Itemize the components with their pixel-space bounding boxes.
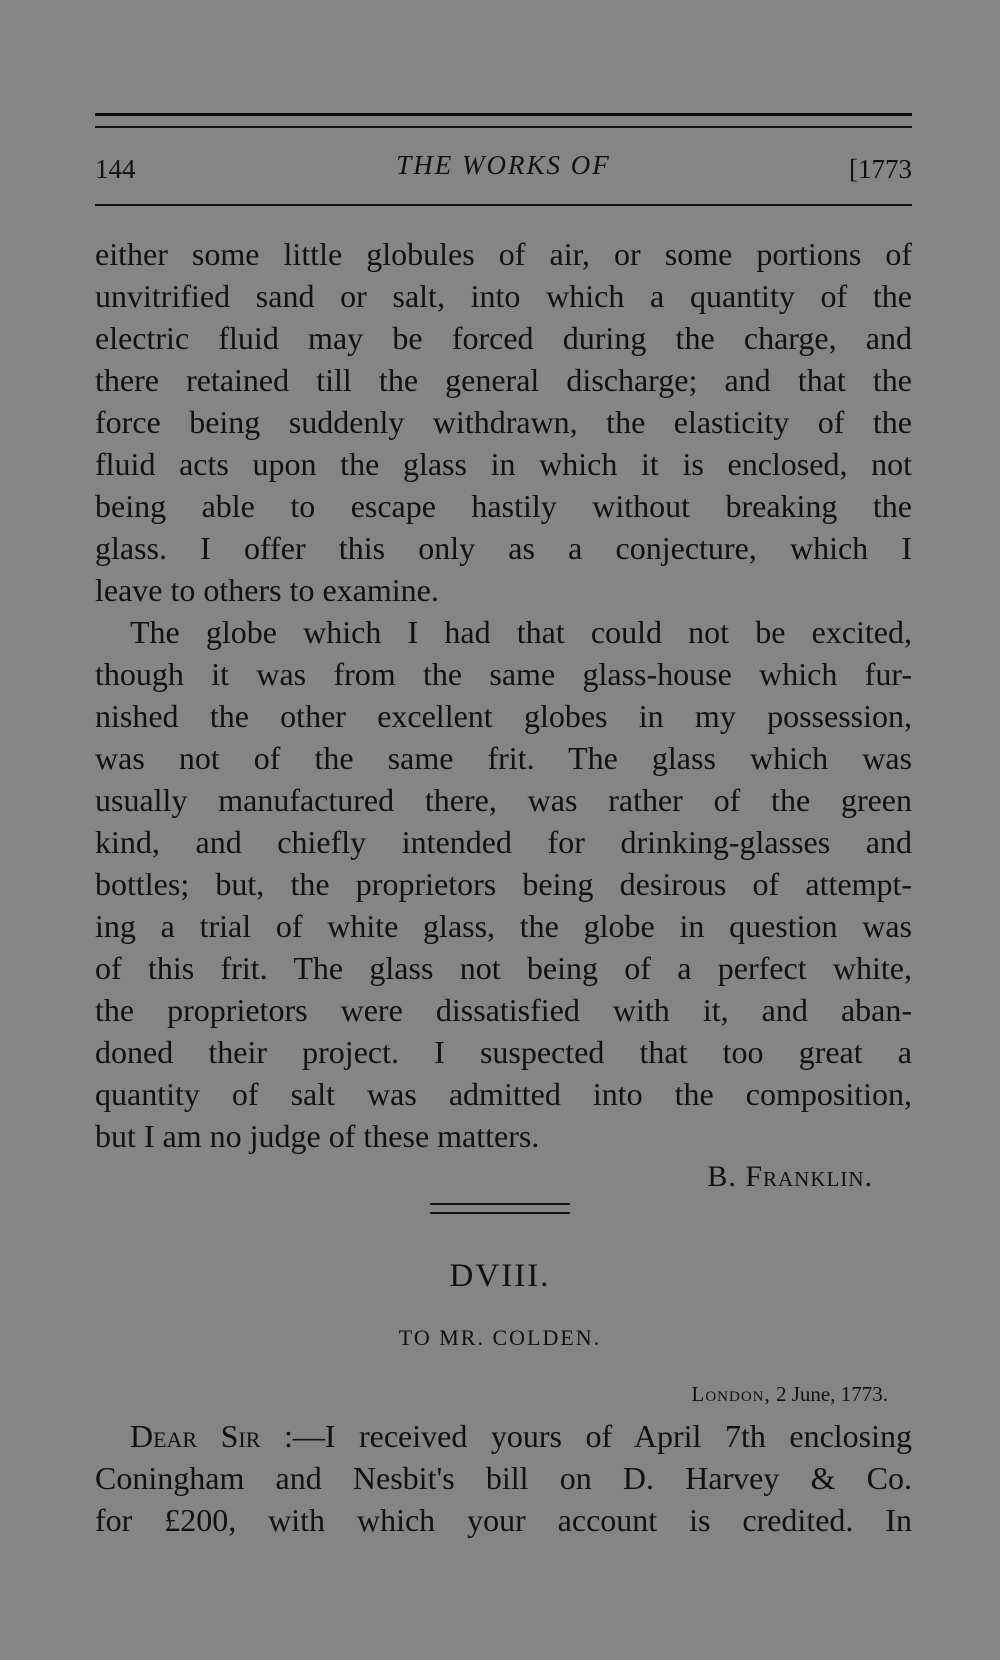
text-line xyxy=(95,1415,912,1457)
letter-body xyxy=(95,1415,912,1541)
salutation: Dear Sir xyxy=(130,1418,261,1454)
header-rule xyxy=(95,204,912,206)
text-line: Coningham and Nesbit's bill on D. Harvey & Co. xyxy=(95,1460,912,1496)
header-year: [1773 xyxy=(849,154,912,184)
text-line: glass. I offer this only as a conjecture, which I xyxy=(95,530,912,566)
text-line: for £200, with which your account is credited. In xyxy=(95,1502,912,1538)
page-number: 144 xyxy=(95,154,136,184)
text-line: of this frit. The glass not being of a perfect white, xyxy=(95,950,912,986)
text-line: but I am no judge of these matters. xyxy=(95,1118,540,1154)
top-rule xyxy=(95,113,912,116)
text-line: ing a trial of white glass, the globe in question was xyxy=(95,908,912,944)
running-title: THE WORKS OF xyxy=(396,150,611,180)
text-line: usually manufactured there, was rather of the green xyxy=(95,782,912,818)
paragraph-2 xyxy=(95,611,912,1157)
letter-number: DVIII. xyxy=(449,1258,551,1294)
text-line: The globe which I had that could not be excited, xyxy=(130,614,912,650)
text-line: quantity of salt was admitted into the composition, xyxy=(95,1076,912,1112)
text-line: there retained till the general discharge; and that the xyxy=(95,362,912,398)
text-line: bottles; but, the proprietors being desirous of attempt- xyxy=(95,866,912,902)
dateline xyxy=(692,1382,889,1407)
body-text xyxy=(95,233,912,1157)
paragraph-1 xyxy=(95,233,912,611)
text-line: being able to escape hastily without breaking the xyxy=(95,488,912,524)
dateline-date: 2 June, 1773. xyxy=(776,1382,888,1406)
text-line: was not of the same frit. The glass which was xyxy=(95,740,912,776)
text-line: either some little globules of air, or some portions of xyxy=(95,236,912,272)
text-line: kind, and chiefly intended for drinking-glasses and xyxy=(95,824,912,860)
salutation-continuation: :—I received yours of April 7th enclosing xyxy=(283,1418,913,1454)
top-rule-thin xyxy=(95,126,912,128)
letter-recipient: TO MR. COLDEN. xyxy=(398,1325,602,1350)
text-line: fluid acts upon the glass in which it is enclosed, not xyxy=(95,446,912,482)
text-line: nished the other excellent globes in my possession, xyxy=(95,698,912,734)
section-divider xyxy=(430,1203,570,1205)
text-line: electric fluid may be forced during the charge, and xyxy=(95,320,912,356)
text-line: doned their project. I suspected that too great a xyxy=(95,1034,912,1070)
text-line: though it was from the same glass-house which fur- xyxy=(95,656,912,692)
dateline-place: London, xyxy=(691,1382,771,1406)
text-line: force being suddenly withdrawn, the elasticity of the xyxy=(95,404,912,440)
running-header xyxy=(95,150,912,190)
text-line: unvitrified sand or salt, into which a quantity of the xyxy=(95,278,912,314)
text-line: leave to others to examine. xyxy=(95,572,439,608)
text-line: the proprietors were dissatisfied with it, and aban- xyxy=(95,992,912,1028)
section-divider-thin xyxy=(430,1212,570,1214)
signature: B. Franklin. xyxy=(707,1160,873,1193)
